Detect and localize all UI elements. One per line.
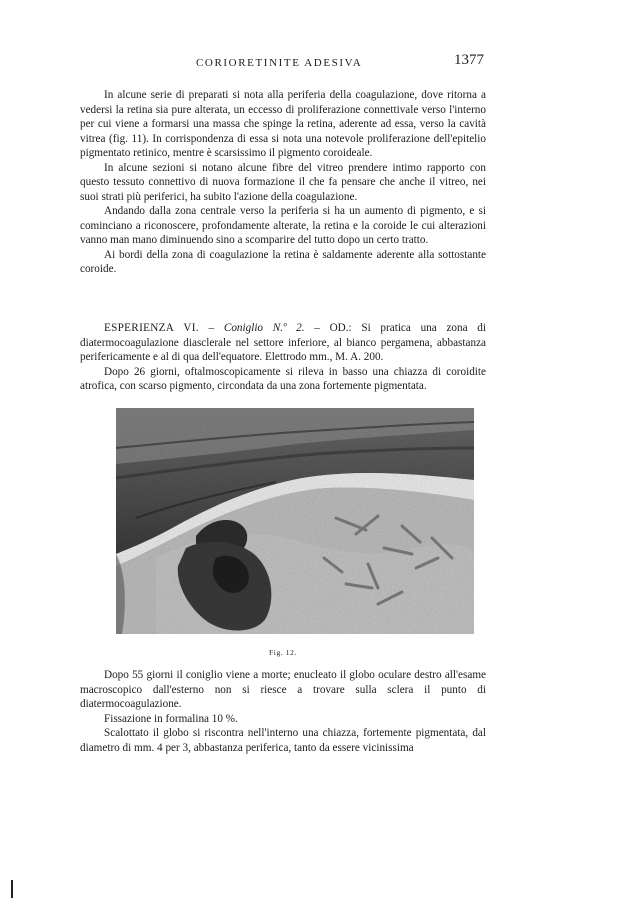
- running-header-title: CORIORETINITE ADESIVA: [196, 57, 363, 69]
- paragraph: Dopo 55 giorni il coniglio viene a morte; enucleato il globo oculare destro all'esame macroscopico dall'esterno non si riesce a trovare sulla sclera il punto di diatermocoagulazione.: [80, 669, 486, 710]
- histology-micrograph: [116, 408, 474, 634]
- micrograph-image: [116, 408, 474, 634]
- experiment-paragraph: [80, 321, 486, 365]
- paragraph: Fissazione in formalina 10 %.: [104, 712, 238, 725]
- paragraph: Scalottato il globo si riscontra nell'interno una chiazza, fortemente pigmentata, dal diametro di mm. 4 per 3, abbastanza periferica, tanto da essere vicinissima: [80, 727, 486, 754]
- paragraph: Andando dalla zona centrale verso la periferia si ha un aumento di pigmento, e si cominciano a riconoscere, profondamente alterate, la retina e la coroide le cui alterazioni vanno man mano diminuendo sino a scomparire del tutto dopo un certo tratto.: [80, 205, 486, 246]
- experiment-section: [80, 321, 486, 394]
- body-text-bottom: [80, 668, 486, 755]
- paragraph: In alcune serie di preparati si nota alla periferia della coagulazione, dove ritorna a vedersi la retina sia pure alterata, un eccesso di proliferazione connettivale verso l'interno per cui viene a formarsi una massa che spinge la retina, aderente ad essa, verso la cavità vitrea (fig. 11). In corrispondenza di essa si nota una notevole proliferazione dell'epitelio pigmentato retinico, mentre è scarsissimo il pigmento coroideale.: [80, 89, 486, 159]
- paragraph: In alcune sezioni si notano alcune fibre del vitreo prendere intimo rapporto con questo tessuto connettivo di nuova formazione il che fa pensare che anche il vitreo, nei suoi strati più periferici, ha subito l'azione della coagulazione.: [80, 161, 486, 203]
- paragraph: Ai bordi della zona di coagulazione la retina è saldamente aderente alla sottostante coroide.: [80, 248, 486, 275]
- experiment-description: – OD.: Si pratica una zona di diatermocoagulazione diasclerale nel settore inferiore, al bianco pergamena, abbastanza perifericamente e al di qua dell'equatore. Elettrodo mm., M. A. 200.: [80, 322, 486, 363]
- scan-edge-mark: [11, 880, 13, 898]
- experiment-subject: Coniglio N.º 2.: [223, 322, 305, 334]
- dash: –: [198, 322, 224, 334]
- experiment-heading: ESPERIENZA VI.: [104, 322, 199, 334]
- figure-caption: Fig. 12.: [269, 648, 297, 657]
- experiment-followup: Dopo 26 giorni, oftalmoscopicamente si rileva in basso una chiazza di coroidite atrofica, con scarso pigmento, circondata da una zona fortemente pigmentata.: [80, 365, 486, 392]
- body-text-top: [80, 88, 486, 277]
- page-number: 1377: [454, 52, 484, 68]
